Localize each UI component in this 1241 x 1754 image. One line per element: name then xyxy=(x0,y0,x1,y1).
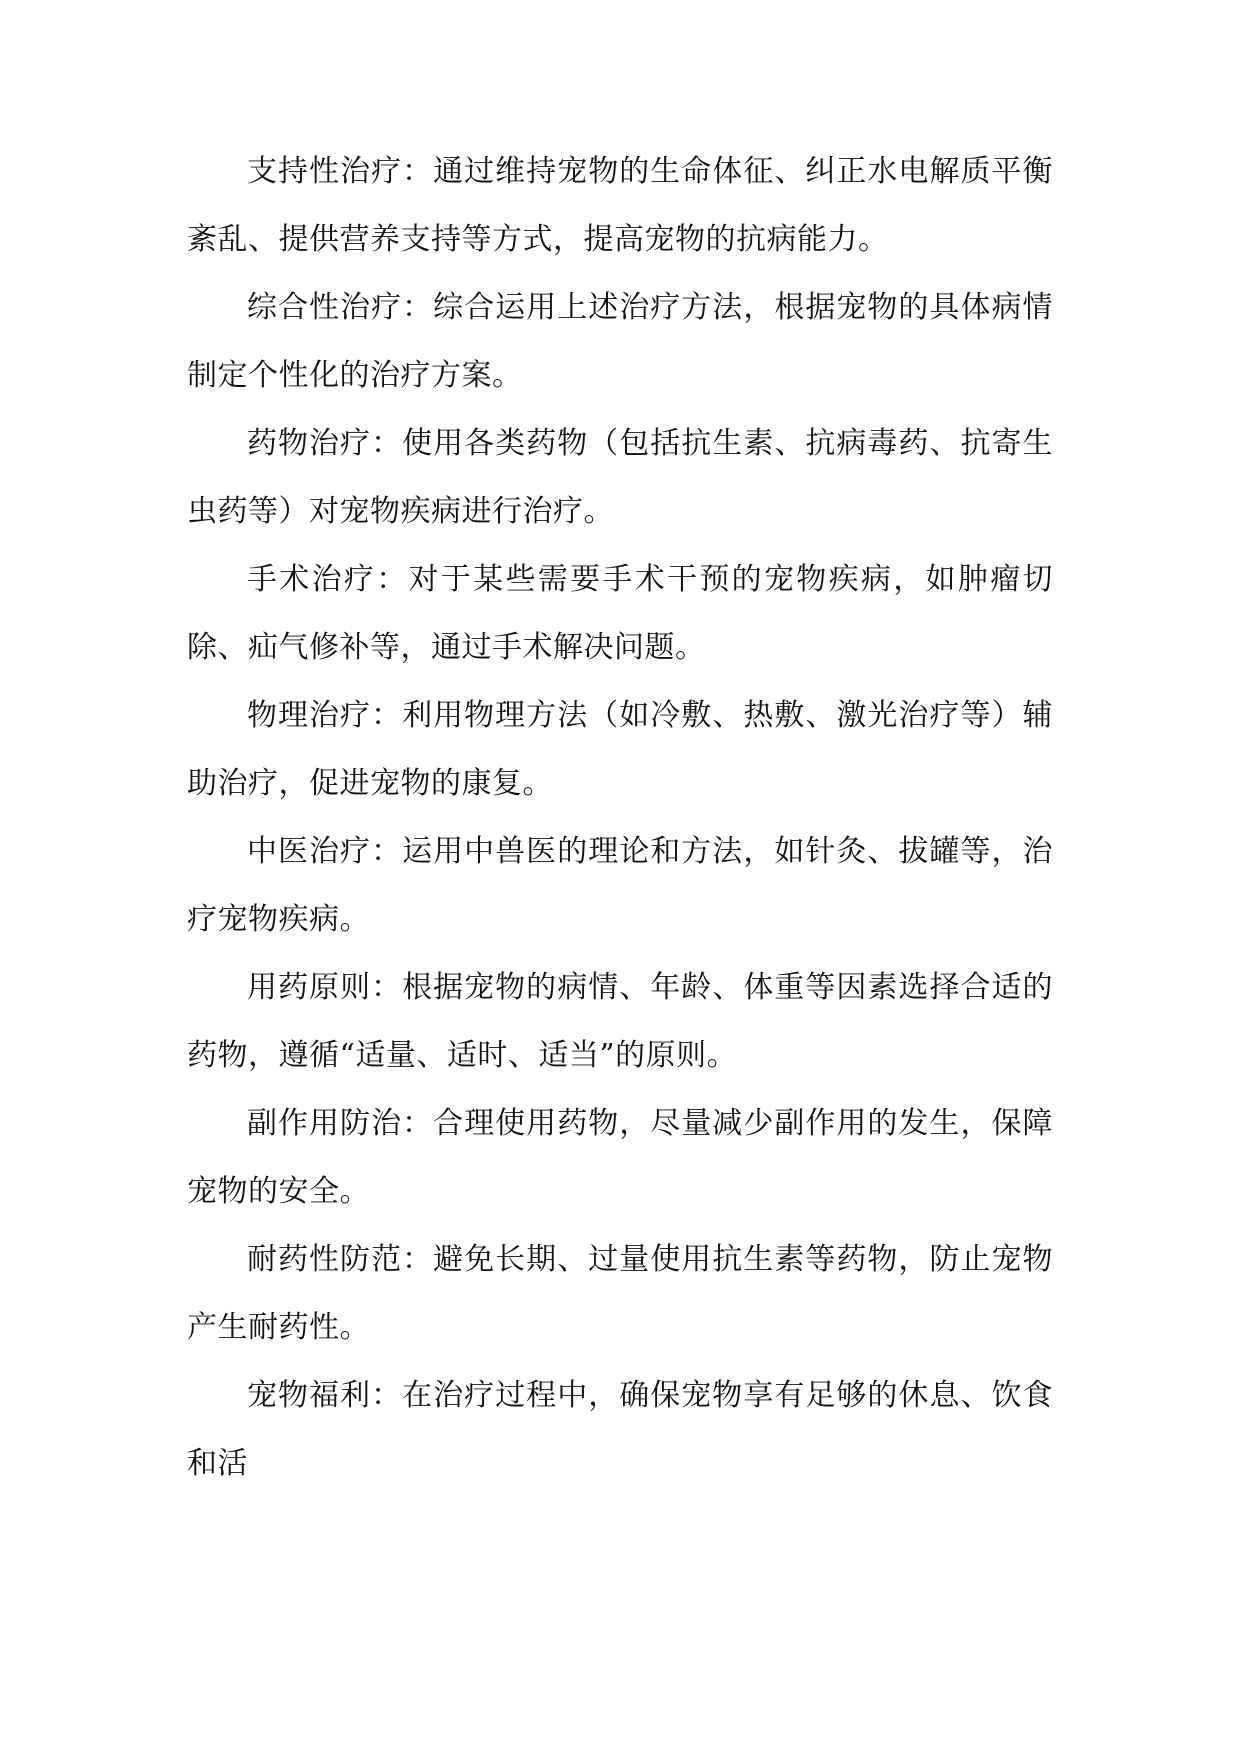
paragraph-drug-resistance-prevention: 耐药性防范：避免长期、过量使用抗生素等药物，防止宠物产生耐药性。 xyxy=(187,1242,1053,1345)
paragraph-medication-principle: 用药原则：根据宠物的病情、年龄、体重等因素选择合适的药物，遵循“适量、适时、适当”的原则。 xyxy=(187,970,1053,1073)
document-body xyxy=(187,138,1053,1498)
paragraph-comprehensive-treatment: 综合性治疗：综合运用上述治疗方法，根据宠物的具体病情制定个性化的治疗方案。 xyxy=(187,290,1053,393)
paragraph-supportive-treatment: 支持性治疗：通过维持宠物的生命体征、纠正水电解质平衡紊乱、提供营养支持等方式，提高宠物的抗病能力。 xyxy=(187,154,1053,257)
paragraph-tcm-treatment: 中医治疗：运用中兽医的理论和方法，如针灸、拔罐等，治疗宠物疾病。 xyxy=(187,834,1053,937)
paragraph-drug-treatment: 药物治疗：使用各类药物（包括抗生素、抗病毒药、抗寄生虫药等）对宠物疾病进行治疗。 xyxy=(187,426,1053,529)
paragraph-side-effect-prevention: 副作用防治：合理使用药物，尽量减少副作用的发生，保障宠物的安全。 xyxy=(187,1106,1053,1209)
paragraph-pet-welfare: 宠物福利：在治疗过程中，确保宠物享有足够的休息、饮食和活 xyxy=(187,1378,1053,1481)
paragraph-surgical-treatment: 手术治疗：对于某些需要手术干预的宠物疾病，如肿瘤切除、疝气修补等，通过手术解决问题。 xyxy=(187,562,1053,665)
paragraph-physical-therapy: 物理治疗：利用物理方法（如冷敷、热敷、激光治疗等）辅助治疗，促进宠物的康复。 xyxy=(187,698,1053,801)
